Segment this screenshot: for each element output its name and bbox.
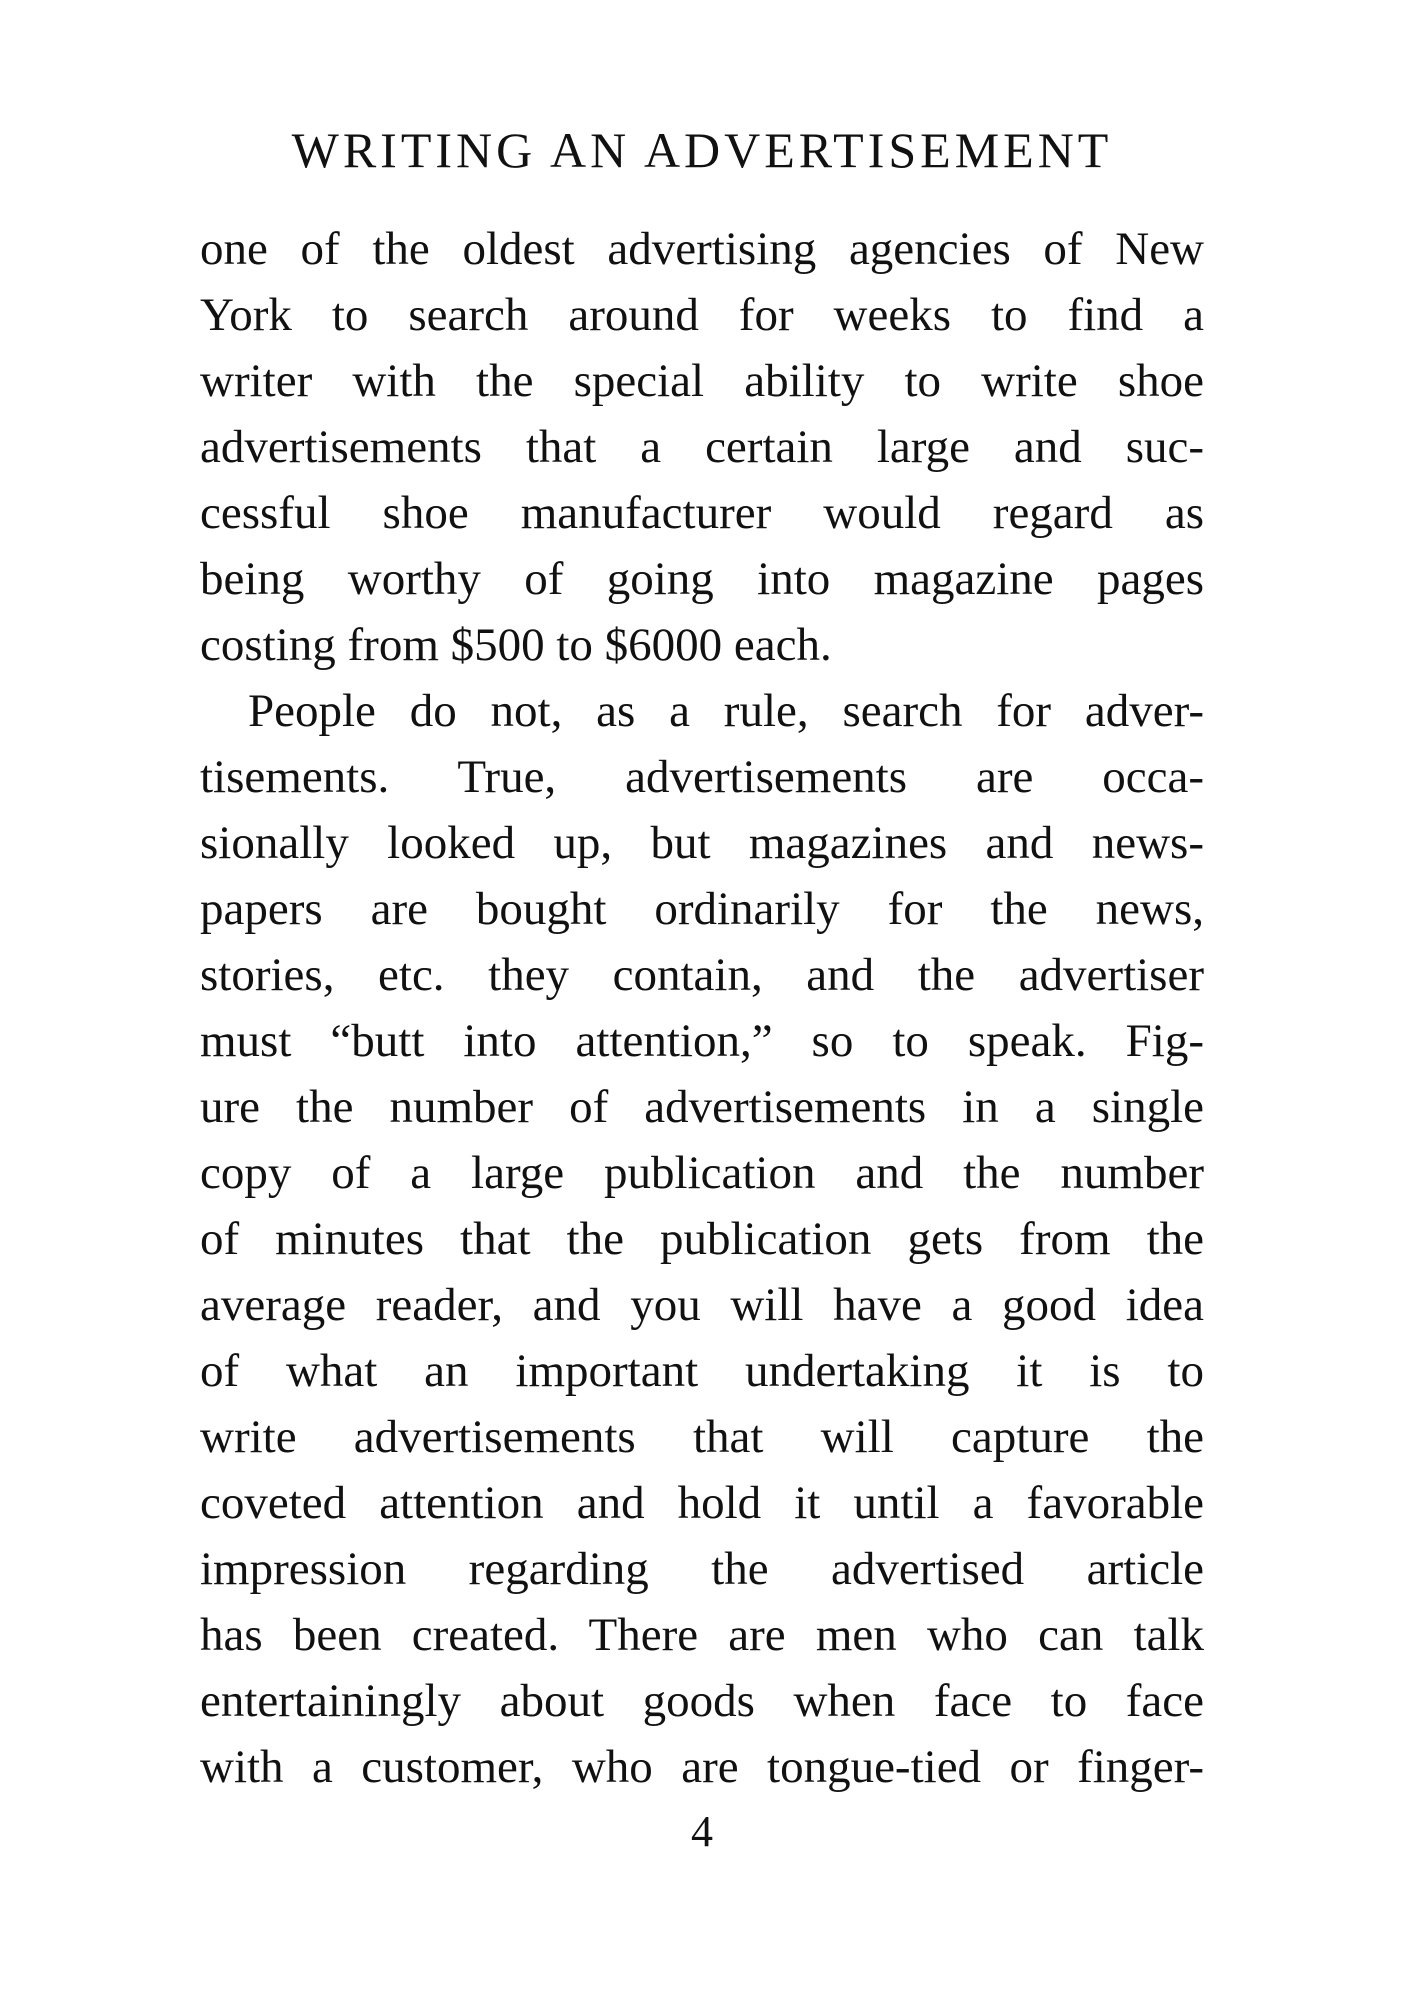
text-line: sionally looked up, but magazines and news- (200, 817, 1204, 869)
text-line: being worthy of going into magazine pages (200, 553, 1204, 605)
text-line: has been created. There are men who can talk (200, 1609, 1204, 1661)
text-line: average reader, and you will have a good idea (200, 1279, 1204, 1331)
text-line: People do not, as a rule, search for adver- (248, 685, 1204, 737)
text-line: costing from $500 to $6000 each. (200, 619, 832, 671)
text-line: of minutes that the publication gets from the (200, 1213, 1204, 1265)
running-head: WRITING AN ADVERTISEMENT (291, 122, 1113, 178)
text-line: of what an important undertaking it is to (200, 1345, 1204, 1397)
text-line: stories, etc. they contain, and the advertiser (200, 949, 1204, 1001)
text-line: impression regarding the advertised article (200, 1543, 1204, 1595)
text-line: write advertisements that will capture the (200, 1411, 1204, 1463)
body-text (200, 216, 1204, 1800)
text-line: copy of a large publication and the number (200, 1147, 1204, 1199)
text-line: entertainingly about goods when face to face (200, 1675, 1204, 1727)
text-line: ure the number of advertisements in a single (200, 1081, 1204, 1133)
text-line: coveted attention and hold it until a favorable (200, 1477, 1204, 1529)
text-line: must “butt into attention,” so to speak. Fig- (200, 1015, 1204, 1067)
text-line: cessful shoe manufacturer would regard as (200, 487, 1204, 539)
text-line: writer with the special ability to write shoe (200, 355, 1204, 407)
text-line: one of the oldest advertising agencies of New (200, 223, 1204, 275)
page-number: 4 (691, 1807, 713, 1856)
text-line: tisements. True, advertisements are occa- (200, 751, 1204, 803)
text-line: with a customer, who are tongue-tied or finger- (200, 1741, 1204, 1793)
text-line: advertisements that a certain large and suc- (200, 421, 1204, 473)
text-line: York to search around for weeks to find a (200, 289, 1204, 341)
text-line: papers are bought ordinarily for the news, (200, 883, 1204, 935)
